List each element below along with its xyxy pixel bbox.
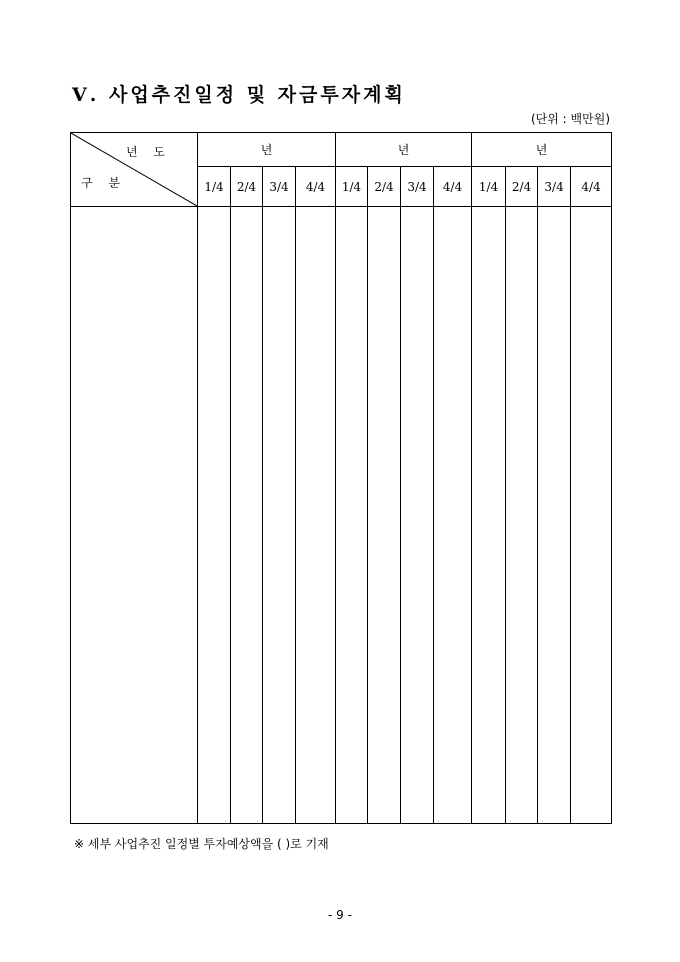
year-header-1: 년: [198, 133, 336, 167]
unit-label: (단위 : 백만원): [531, 112, 610, 126]
quarter-header: 2/4: [231, 167, 263, 207]
quarter-body-cell[interactable]: [571, 207, 612, 824]
quarter-header: 2/4: [368, 167, 401, 207]
quarter-header: 4/4: [434, 167, 472, 207]
category-body-cell[interactable]: [71, 207, 198, 824]
year-header-3: 년: [472, 133, 612, 167]
corner-year-label: 년 도: [126, 145, 171, 159]
header-corner-cell: [71, 133, 198, 207]
quarter-body-cell[interactable]: [401, 207, 434, 824]
quarter-body-cell[interactable]: [198, 207, 231, 824]
quarter-header: 3/4: [401, 167, 434, 207]
quarter-body-cell[interactable]: [336, 207, 368, 824]
quarter-body-cell[interactable]: [472, 207, 506, 824]
quarter-body-cell[interactable]: [506, 207, 538, 824]
quarter-body-cell[interactable]: [434, 207, 472, 824]
quarter-body-cell[interactable]: [296, 207, 336, 824]
quarter-body-cell[interactable]: [538, 207, 571, 824]
quarter-header: 4/4: [296, 167, 336, 207]
section-title: Ⅴ. 사업추진일정 및 자금투자계획: [72, 84, 406, 106]
quarter-body-cell[interactable]: [263, 207, 296, 824]
quarter-header: 3/4: [538, 167, 571, 207]
quarter-body-cell[interactable]: [231, 207, 263, 824]
quarter-header: 1/4: [472, 167, 506, 207]
corner-category-label: 구 분: [81, 176, 126, 190]
page-number: - 9 -: [328, 908, 352, 922]
quarter-header: 3/4: [263, 167, 296, 207]
schedule-table: [70, 132, 612, 824]
year-header-2: 년: [336, 133, 472, 167]
quarter-header: 4/4: [571, 167, 612, 207]
quarter-header: 1/4: [198, 167, 231, 207]
quarter-header: 1/4: [336, 167, 368, 207]
footnote: ※ 세부 사업추진 일정별 투자예상액을 ( )로 기재: [74, 837, 329, 851]
quarter-header: 2/4: [506, 167, 538, 207]
quarter-body-cell[interactable]: [368, 207, 401, 824]
